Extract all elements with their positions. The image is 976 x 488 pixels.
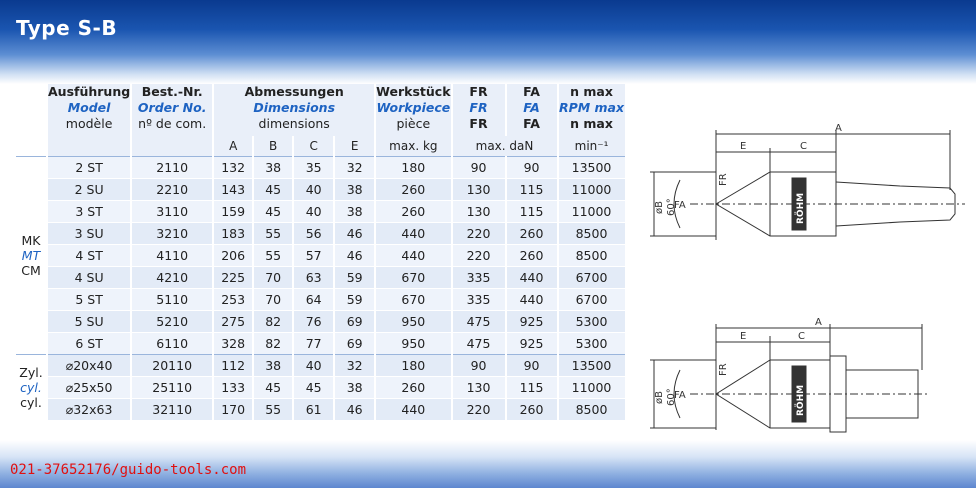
cell-rpm: 8500 xyxy=(559,398,625,420)
cell-b: 55 xyxy=(254,244,292,266)
cell-rpm: 5300 xyxy=(559,332,625,354)
cell-model: ⌀25x50 xyxy=(48,376,130,398)
cell-b: 55 xyxy=(254,398,292,420)
cell-b: 38 xyxy=(254,156,292,178)
cell-fa: 115 xyxy=(507,200,557,222)
cell-kg: 260 xyxy=(376,200,450,222)
cell-b: 70 xyxy=(254,288,292,310)
cell-model: 3 ST xyxy=(48,200,130,222)
cell-order: 32110 xyxy=(132,398,212,420)
cell-a: 275 xyxy=(214,310,252,332)
cell-a: 328 xyxy=(214,332,252,354)
cell-fa: 925 xyxy=(507,332,557,354)
cell-e: 69 xyxy=(335,332,374,354)
cell-a: 170 xyxy=(214,398,252,420)
cell-kg: 260 xyxy=(376,178,450,200)
dimensions-header: Abmessungen Dimensions dimensions xyxy=(214,84,374,136)
table-row xyxy=(16,200,625,222)
cell-model: 5 SU xyxy=(48,310,130,332)
cell-order: 2110 xyxy=(132,156,212,178)
cell-fa: 90 xyxy=(507,156,557,178)
cell-e: 69 xyxy=(335,310,374,332)
table-row xyxy=(16,222,625,244)
cell-b: 82 xyxy=(254,310,292,332)
cell-order: 2210 xyxy=(132,178,212,200)
cell-b: 45 xyxy=(254,376,292,398)
cell-model: 3 SU xyxy=(48,222,130,244)
col-c-label: C xyxy=(294,136,333,156)
cell-e: 46 xyxy=(335,398,374,420)
cell-fa: 440 xyxy=(507,288,557,310)
cell-order: 6110 xyxy=(132,332,212,354)
cell-fr: 335 xyxy=(453,288,505,310)
cell-rpm: 13500 xyxy=(559,156,625,178)
cell-e: 38 xyxy=(335,376,374,398)
spec-table xyxy=(14,84,627,420)
group-label-cylindrical: Zyl. cyl. cyl. xyxy=(16,354,46,420)
cell-rpm: 11000 xyxy=(559,376,625,398)
page-title: Type S-B xyxy=(16,16,118,40)
group-label-taper: MK MT CM xyxy=(16,156,46,354)
cell-model: 2 SU xyxy=(48,178,130,200)
cell-fa: 440 xyxy=(507,266,557,288)
cell-fr: 90 xyxy=(453,354,505,376)
cell-fr: 130 xyxy=(453,178,505,200)
cell-rpm: 8500 xyxy=(559,244,625,266)
header-row xyxy=(16,84,625,136)
subheader-row xyxy=(16,136,625,156)
cell-model: 4 ST xyxy=(48,244,130,266)
cell-order: 4210 xyxy=(132,266,212,288)
fr-label: FR xyxy=(718,173,729,186)
cell-e: 32 xyxy=(335,156,374,178)
cell-rpm: 11000 xyxy=(559,178,625,200)
cell-model: ⌀32x63 xyxy=(48,398,130,420)
cell-c: 61 xyxy=(294,398,333,420)
cell-e: 38 xyxy=(335,178,374,200)
cell-fa: 925 xyxy=(507,310,557,332)
cell-b: 55 xyxy=(254,222,292,244)
cell-b: 38 xyxy=(254,354,292,376)
drawing-morse-taper xyxy=(650,130,965,240)
table-row xyxy=(16,178,625,200)
cell-kg: 670 xyxy=(376,288,450,310)
dim-c-label-2: C xyxy=(798,331,805,342)
cell-c: 40 xyxy=(294,178,333,200)
cell-order: 3110 xyxy=(132,200,212,222)
cell-fr: 220 xyxy=(453,398,505,420)
cell-a: 159 xyxy=(214,200,252,222)
header-band xyxy=(0,0,976,84)
cell-a: 133 xyxy=(214,376,252,398)
cell-fr: 220 xyxy=(453,244,505,266)
cell-fr: 130 xyxy=(453,200,505,222)
cell-b: 70 xyxy=(254,266,292,288)
fr-label-2: FR xyxy=(718,363,729,376)
angle-label-2: 60° xyxy=(666,388,677,406)
cell-fr: 130 xyxy=(453,376,505,398)
order-header: Best.-Nr. Order No. nº de com. xyxy=(132,84,212,136)
fa-header: FA FA FA xyxy=(507,84,557,136)
fa-label-2: FA xyxy=(674,390,686,401)
cell-order: 5110 xyxy=(132,288,212,310)
cell-model: 2 ST xyxy=(48,156,130,178)
cell-c: 40 xyxy=(294,354,333,376)
cell-fa: 115 xyxy=(507,376,557,398)
cell-order: 20110 xyxy=(132,354,212,376)
cell-e: 59 xyxy=(335,288,374,310)
logo-label: RÖHM xyxy=(796,192,806,224)
cell-kg: 180 xyxy=(376,354,450,376)
table-row xyxy=(16,332,625,354)
technical-drawing xyxy=(650,120,970,440)
cell-c: 56 xyxy=(294,222,333,244)
cell-fa: 115 xyxy=(507,178,557,200)
cell-c: 64 xyxy=(294,288,333,310)
dim-c-label: C xyxy=(800,141,807,152)
table-row xyxy=(16,244,625,266)
cell-rpm: 8500 xyxy=(559,222,625,244)
cell-e: 38 xyxy=(335,200,374,222)
cell-fr: 475 xyxy=(453,310,505,332)
cell-rpm: 11000 xyxy=(559,200,625,222)
cell-e: 46 xyxy=(335,244,374,266)
table-row xyxy=(16,398,625,420)
cell-fr: 90 xyxy=(453,156,505,178)
col-a-label: A xyxy=(214,136,252,156)
cell-order: 3210 xyxy=(132,222,212,244)
cell-kg: 670 xyxy=(376,266,450,288)
table-row xyxy=(16,354,625,376)
cell-c: 76 xyxy=(294,310,333,332)
cell-model: 6 ST xyxy=(48,332,130,354)
cell-c: 35 xyxy=(294,156,333,178)
cell-kg: 950 xyxy=(376,310,450,332)
cell-b: 45 xyxy=(254,178,292,200)
cell-model: 4 SU xyxy=(48,266,130,288)
cell-b: 45 xyxy=(254,200,292,222)
cell-model: ⌀20x40 xyxy=(48,354,130,376)
cell-order: 4110 xyxy=(132,244,212,266)
cell-fr: 335 xyxy=(453,266,505,288)
cell-c: 45 xyxy=(294,376,333,398)
cell-a: 183 xyxy=(214,222,252,244)
table-row xyxy=(16,156,625,178)
cell-model: 5 ST xyxy=(48,288,130,310)
dim-e-label-2: E xyxy=(740,331,747,342)
cell-c: 63 xyxy=(294,266,333,288)
force-unit: max. daN xyxy=(453,136,557,156)
cell-e: 59 xyxy=(335,266,374,288)
cell-rpm: 13500 xyxy=(559,354,625,376)
col-e-label: E xyxy=(335,136,374,156)
cell-fa: 260 xyxy=(507,222,557,244)
cell-kg: 180 xyxy=(376,156,450,178)
cell-a: 206 xyxy=(214,244,252,266)
cell-fa: 90 xyxy=(507,354,557,376)
cell-kg: 440 xyxy=(376,244,450,266)
cell-e: 46 xyxy=(335,222,374,244)
cell-kg: 440 xyxy=(376,222,450,244)
model-header: Ausführung Model modèle xyxy=(48,84,130,136)
cell-e: 32 xyxy=(335,354,374,376)
cell-fr: 220 xyxy=(453,222,505,244)
footer-text: 021-37652176/guido-tools.com xyxy=(10,462,247,478)
nmax-header: n max RPM max n max xyxy=(559,84,625,136)
angle-label: 60° xyxy=(666,198,677,216)
cell-order: 25110 xyxy=(132,376,212,398)
diameter-b-label: øB xyxy=(654,201,665,214)
table-row xyxy=(16,310,625,332)
rpm-unit: min⁻¹ xyxy=(559,136,625,156)
dim-a-label-2: A xyxy=(815,317,822,328)
fr-header: FR FR FR xyxy=(453,84,505,136)
cell-kg: 440 xyxy=(376,398,450,420)
col-b-label: B xyxy=(254,136,292,156)
cell-order: 5210 xyxy=(132,310,212,332)
diameter-b-label-2: øB xyxy=(654,391,665,404)
workpiece-unit: max. kg xyxy=(376,136,450,156)
cell-fa: 260 xyxy=(507,244,557,266)
cell-rpm: 6700 xyxy=(559,266,625,288)
cell-a: 253 xyxy=(214,288,252,310)
cell-kg: 950 xyxy=(376,332,450,354)
workpiece-header: Werkstück Workpiece pièce xyxy=(376,84,450,136)
table-row xyxy=(16,376,625,398)
cell-kg: 260 xyxy=(376,376,450,398)
cell-a: 132 xyxy=(214,156,252,178)
drawing-cylindrical xyxy=(650,324,930,432)
cell-rpm: 6700 xyxy=(559,288,625,310)
dim-e-label: E xyxy=(740,141,747,152)
cell-a: 225 xyxy=(214,266,252,288)
dim-a-label: A xyxy=(835,123,842,134)
logo-label-2: RÖHM xyxy=(796,384,806,416)
cell-b: 82 xyxy=(254,332,292,354)
cell-c: 77 xyxy=(294,332,333,354)
fa-label: FA xyxy=(674,200,686,211)
cell-rpm: 5300 xyxy=(559,310,625,332)
table-row xyxy=(16,266,625,288)
cell-fr: 475 xyxy=(453,332,505,354)
cell-a: 143 xyxy=(214,178,252,200)
cell-a: 112 xyxy=(214,354,252,376)
cell-fa: 260 xyxy=(507,398,557,420)
cell-c: 57 xyxy=(294,244,333,266)
table-row xyxy=(16,288,625,310)
cell-c: 40 xyxy=(294,200,333,222)
